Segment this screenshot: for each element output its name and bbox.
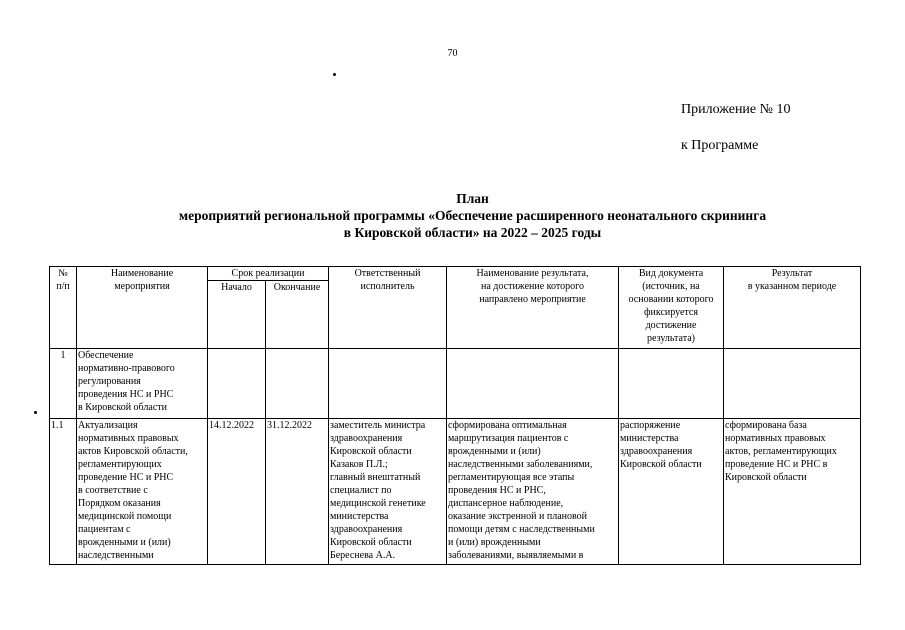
plan-table [49,266,861,565]
text-line: здравоохранения [330,524,403,535]
text-line: результата) [647,333,695,344]
row2-result [724,419,861,565]
row2-name [77,419,208,565]
text-line: мероприятия [114,281,170,292]
text-line: регулирования [78,376,141,387]
text-line: маршрутизация пациентов с [448,433,569,444]
scan-speck [34,411,37,414]
text-line: основании которого [628,294,714,305]
title-line-1: План [456,191,489,206]
header-doc-type [619,267,724,349]
text-line: здравоохранения [330,433,403,444]
text-line: сформирована оптимальная [448,420,567,431]
text-line: проведения НС и РНС, [448,485,546,496]
text-line: проведение НС и РНС [78,472,174,483]
text-line: Актуализация [78,420,138,431]
text-line: Обеспечение [78,350,134,361]
text-line: на достижение которого [481,281,584,292]
header-num [50,267,77,349]
table-row [50,419,861,565]
text-line: Порядком оказания [78,498,161,509]
text-line: наследственными [78,550,154,561]
text-line: медицинской помощи [78,511,172,522]
text-line: Наименование результата, [476,268,589,279]
text-line: п/п [56,281,70,292]
text-line: актов Кировской области, [78,446,188,457]
text-line: врожденными и (или) [78,537,171,548]
text-line: Кировской области [330,446,412,457]
text-line: Казаков П.Л.; [330,459,388,470]
row1-doc-type [619,349,724,419]
text-line: проведение НС и РНС в [725,459,828,470]
text-line: (источник, на [642,281,700,292]
title-line-3: в Кировской области» на 2022 – 2025 годы [343,225,602,240]
header-period: Срок реализации [208,267,329,281]
text-line: распоряжение [620,420,681,431]
text-line: главный внештатный [330,472,421,483]
row1-end [266,349,329,419]
text-line: заболеваниями, выявляемыми в [448,550,584,561]
text-line: проведения НС и РНС [78,389,174,400]
text-line: Результат [771,268,813,279]
text-line: регламентирующих [78,459,162,470]
text-line: медицинской генетике [330,498,426,509]
row2-doc-type [619,419,724,565]
text-line: сформирована база [725,420,807,431]
row2-name-text [78,419,206,562]
text-line: министерства [620,433,679,444]
text-line: министерства [330,511,389,522]
text-line: здравоохранения [620,446,693,457]
row1-num: 1 [50,349,77,419]
header-executor [329,267,447,349]
text-line: нормативных правовых [725,433,826,444]
row1-result-name [447,349,619,419]
table-row [50,349,861,419]
text-line: оказание экстренной и плановой [448,511,587,522]
header-result-name [447,267,619,349]
row1-executor [329,349,447,419]
header-name [77,267,208,349]
text-line: актов, регламентирующих [725,446,837,457]
text-line: № [58,268,68,279]
text-line: достижение [645,320,697,331]
header-end: Окончание [266,281,329,349]
row2-executor [329,419,447,565]
text-line: специалист по [330,485,392,496]
text-line: в указанном периоде [747,281,837,292]
text-line: наследственными заболеваниями, [448,459,593,470]
appendix-line-2: к Программе [681,138,759,153]
appendix-line-1: Приложение № 10 [681,102,791,117]
row2-result-name-text [448,419,617,562]
row2-start: 14.12.2022 [208,419,266,565]
text-line: в соответствие с [78,485,148,496]
row2-executor-text [330,419,445,562]
row1-result [724,349,861,419]
scan-speck [333,73,336,76]
page-number: 70 [447,48,458,59]
row2-end: 31.12.2022 [266,419,329,565]
row1-name [77,349,208,419]
title-line-2: мероприятий региональной программы «Обеспечение расширенного неонатального скрининга [178,208,767,223]
text-line: Кировской области [330,537,412,548]
text-line: Береснева А.А. [330,550,396,561]
row2-num: 1.1 [50,419,77,565]
text-line: Кировской области [620,459,702,470]
row2-result-name [447,419,619,565]
text-line: фиксируется [644,307,698,318]
text-line: Ответственный [354,268,421,279]
text-line: пациентам с [78,524,131,535]
text-line: направлено мероприятие [479,294,586,305]
text-line: регламентирующая все этапы [448,472,575,483]
text-line: Вид документа [638,268,704,279]
header-start: Начало [208,281,266,349]
text-line: и (или) врожденными [448,537,541,548]
text-line: диспансерное наблюдение, [448,498,564,509]
text-line: нормативных правовых [78,433,179,444]
text-line: нормативно-правового [78,363,175,374]
text-line: Наименование [110,268,174,279]
header-result [724,267,861,349]
text-line: Кировской области [725,472,807,483]
text-line: в Кировской области [78,402,167,413]
row1-start [208,349,266,419]
text-line: заместитель министра [330,420,426,431]
text-line: исполнитель [360,281,415,292]
text-line: помощи детям с наследственными [448,524,595,535]
appendix-label [681,101,791,154]
document-title [0,190,905,241]
text-line: врожденными и (или) [448,446,541,457]
